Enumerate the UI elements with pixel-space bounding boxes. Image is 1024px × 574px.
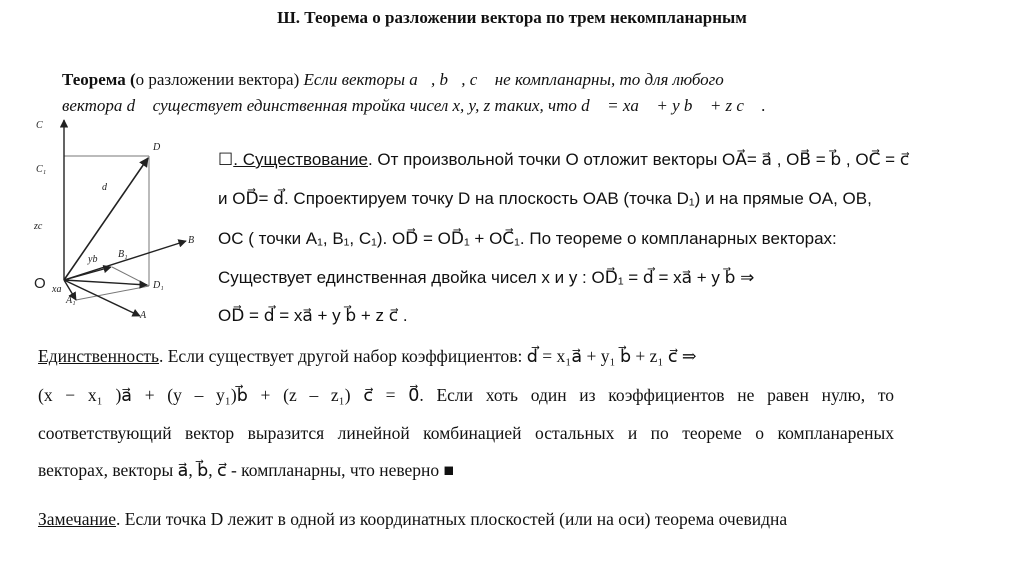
theorem-paren-text: о разложении вектора) <box>135 70 300 89</box>
existence-line-1 <box>218 150 909 170</box>
existence-text-1: . От произвольной точки O отложит векторы OA⃗= a⃗ , OB⃗ = b⃗ , OC⃗ = c⃗ <box>367 150 910 169</box>
label-b: B <box>188 235 195 246</box>
label-xa: xa⃗ <box>52 284 70 295</box>
remark-line <box>38 509 787 530</box>
uniqueness-heading: Единственность <box>38 346 159 366</box>
label-vec-d: d⃗ <box>102 182 115 193</box>
label-o: O <box>34 275 46 292</box>
uniqueness-text-1: . Если существует другой набор коэффициентов: d⃗ = x₁a⃗ + y₁ b⃗ + z₁ c⃗ ⇒ <box>158 346 697 366</box>
vector-decomposition-figure <box>22 112 208 328</box>
label-c: C <box>36 120 43 131</box>
projection-lines <box>64 156 149 300</box>
uniqueness-line-1 <box>38 346 697 367</box>
label-a1: A₁ <box>66 295 76 306</box>
theorem-open-paren: ( <box>125 70 136 89</box>
existence-line-5: OD⃗ = d⃗ = xa⃗ + y b⃗ + z c⃗ . <box>218 306 408 325</box>
theorem-statement-line-2: вектора d⃗ существует единственная тройка чисел x, y, z таких, что d⃗ = xa⃗ + y b⃗ + z c⃗ . <box>62 96 766 115</box>
uniqueness-line-3: соответствующий вектор выразится линейной комбинацией остальных и по теореме о компланареных <box>38 423 894 443</box>
label-yb: yb⃗ <box>88 254 106 265</box>
theorem-label: Теорема <box>62 70 126 89</box>
label-zc: zc⃗ <box>34 221 51 232</box>
vector-d-arrow <box>64 158 148 280</box>
label-d1: D₁ <box>153 280 164 291</box>
label-c1: C₁ <box>36 164 47 175</box>
label-b1: B₁ <box>118 249 128 260</box>
proof-box-icon: ☐ <box>218 150 234 169</box>
existence-line-3: OC ( точки A₁, B₁, C₁). OD⃗ = OD⃗₁ + OC⃗₁. По теореме о компланарных векторах: <box>218 229 837 248</box>
theorem-condition: Если векторы a⃗, b⃗, c⃗ не компланарны, то для любого <box>299 70 724 89</box>
existence-line-4: Существует единственная двойка чисел x и y : OD⃗₁ = d⃗ = xa⃗ + y b⃗ ⇒ <box>218 268 755 287</box>
remark-heading: Замечание <box>38 509 117 529</box>
uniqueness-line-4: векторах, векторы a⃗, b⃗, c⃗ - компланарны, что неверно ■ <box>38 460 455 480</box>
uniqueness-line-2: (x − x₁ )a⃗ + (y – y₁)b⃗ + (z – z₁) c⃗ = 0⃗. Если хоть один из коэффициентов не равен нулю, то <box>38 385 894 405</box>
existence-heading: . Существование <box>233 150 368 169</box>
page-title: Ш. Теорема о разложении вектора по трем некомпланарным <box>277 8 747 27</box>
label-a: A <box>140 310 147 321</box>
theorem-statement-line-1 <box>62 70 724 90</box>
existence-line-2: и OD⃗= d⃗. Спроектируем точку D на плоскость OAB (точка D₁) и на прямые OA, OB, <box>218 189 872 208</box>
vector-od1-arrow <box>64 280 147 285</box>
label-d: D <box>153 142 161 153</box>
remark-text: . Если точка D лежит в одной из координатных плоскостей (или на оси) теорема очевидна <box>116 509 788 529</box>
